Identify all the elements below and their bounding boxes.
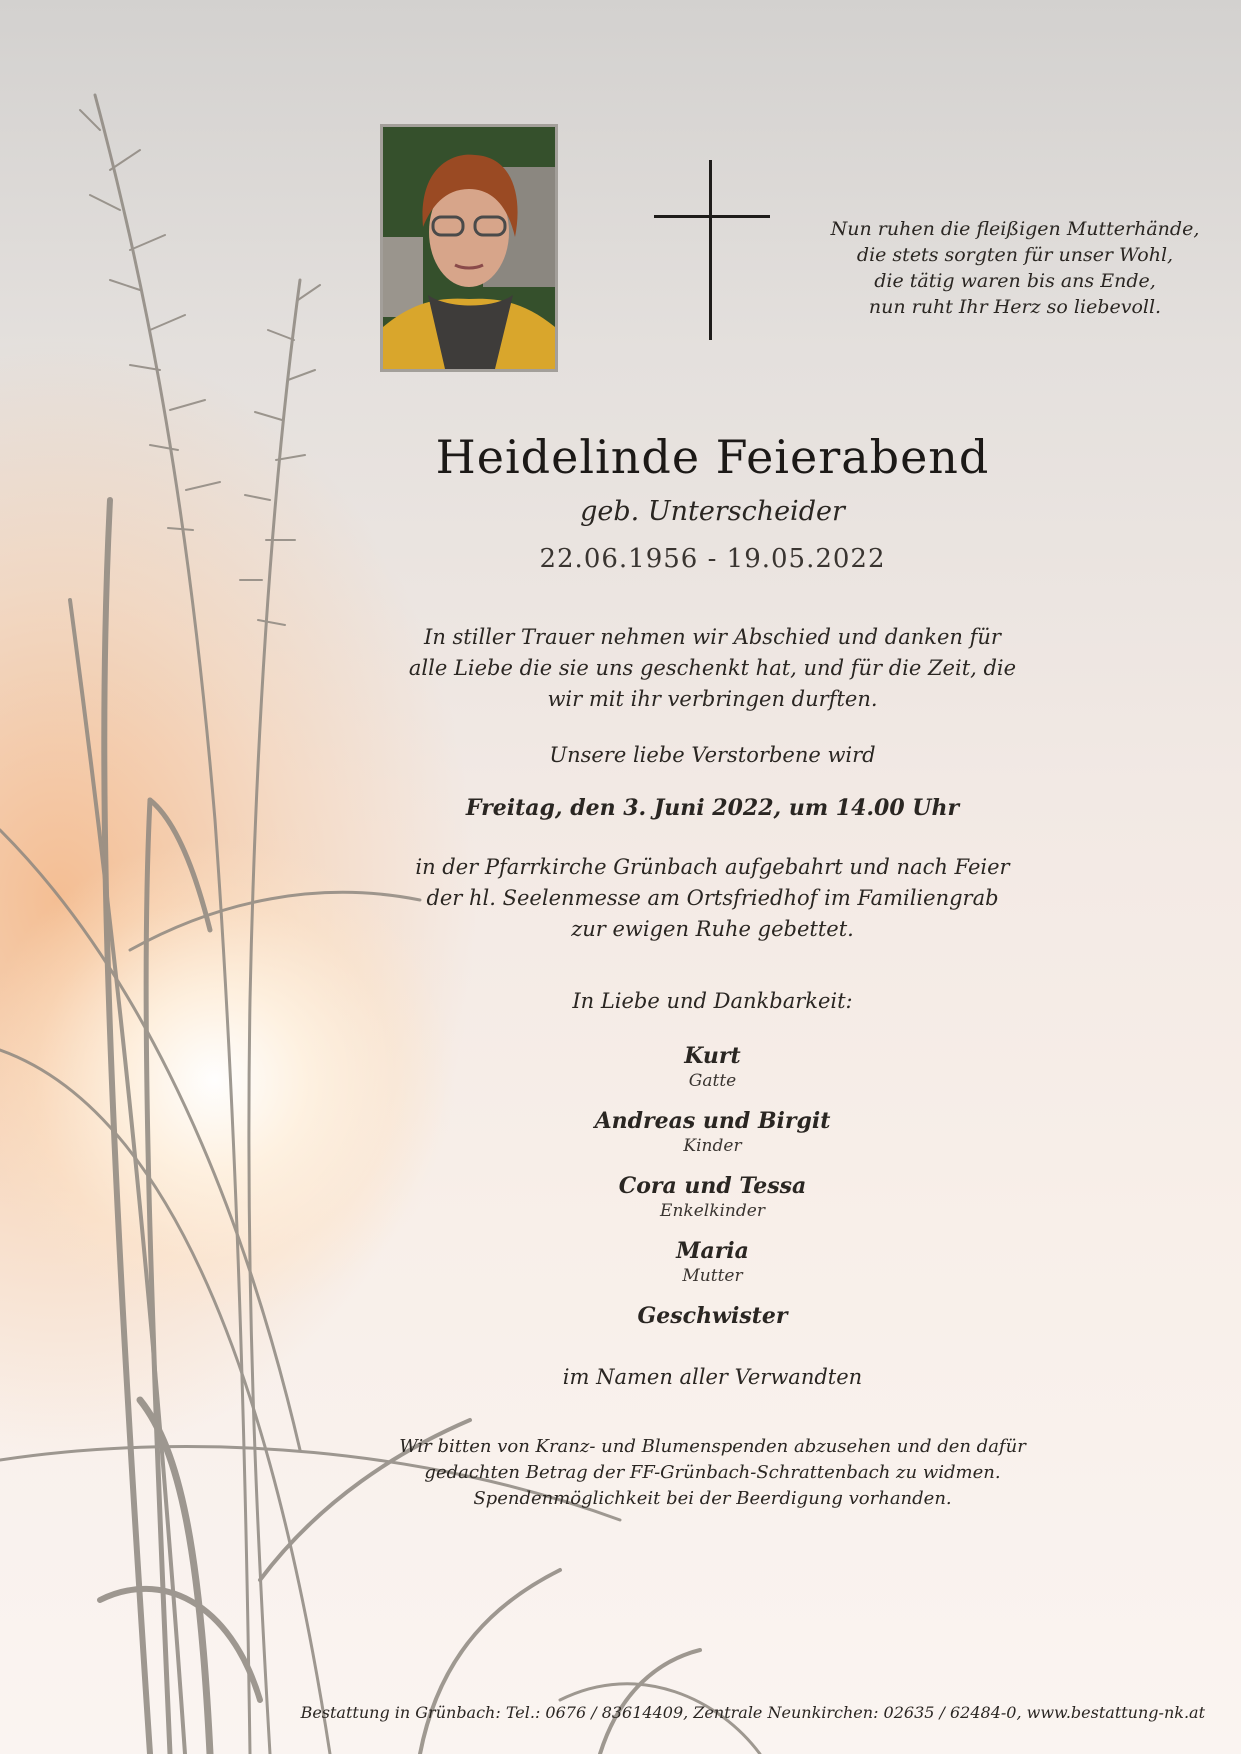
mourner-relation: Gatte (688, 1071, 737, 1091)
verse-line: die tätig waren bis ans Ende, (874, 270, 1156, 292)
donation-line: Wir bitten von Kranz- und Blumenspenden abzusehen und den dafür (399, 1436, 1026, 1457)
cross-icon-vertical (709, 160, 712, 340)
donation-line: Spendenmöglichkeit bei der Beerdigung vorhanden. (473, 1488, 952, 1509)
mourner-name: Kurt (684, 1043, 741, 1069)
life-dates: 22.06.1956 - 19.05.2022 (539, 544, 886, 574)
mourner-name: Andreas und Birgit (594, 1108, 831, 1134)
maiden-name: geb. Unterscheider (580, 496, 845, 527)
mourner-name: Maria (676, 1238, 749, 1264)
portrait-image (383, 127, 555, 369)
deceased-name: Heidelinde Feierabend (435, 430, 990, 484)
place-line: zur ewigen Ruhe gebettet. (571, 917, 854, 941)
intro-line: wir mit ihr verbringen durften. (547, 687, 878, 711)
donation-note (360, 1434, 1065, 1512)
ceremony-datetime: Freitag, den 3. Juni 2022, um 14.00 Uhr (465, 795, 960, 821)
verse-line: Nun ruhen die fleißigen Mutterhände, (830, 218, 1200, 240)
verse-line: die stets sorgten für unser Wohl, (856, 244, 1174, 266)
thanks-heading: In Liebe und Dankbarkeit: (572, 989, 853, 1013)
cross-icon-horizontal (654, 215, 770, 218)
mourner-name: Cora und Tessa (618, 1173, 807, 1199)
memorial-verse (820, 216, 1210, 320)
mourner-relation: Enkelkinder (660, 1201, 765, 1221)
mourner-relation: Kinder (683, 1136, 742, 1156)
mourners-list (360, 1042, 1065, 1330)
intro-line: In stiller Trauer nehmen wir Abschied und danken für (424, 625, 1001, 649)
intro-text (360, 622, 1065, 715)
place-line: in der Pfarrkirche Grünbach aufgebahrt und nach Feier (415, 855, 1010, 879)
place-line: der hl. Seelenmesse am Ortsfriedhof im Familiengrab (426, 886, 999, 910)
funeral-home-footer: Bestattung in Grünbach: Tel.: 0676 / 83614409, Zentrale Neunkirchen: 02635 / 62484-0, www.bestattung-nk.at (300, 1703, 1205, 1722)
intro-line: alle Liebe die sie uns geschenkt hat, und für die Zeit, die (408, 656, 1017, 680)
mourner-name: Geschwister (637, 1303, 788, 1329)
place-text (360, 852, 1065, 945)
announcement-text: Unsere liebe Verstorbene wird (549, 743, 876, 767)
mourner-relation: Mutter (682, 1266, 743, 1286)
relatives-note: im Namen aller Verwandten (562, 1365, 863, 1389)
donation-line: gedachten Betrag der FF-Grünbach-Schrattenbach zu widmen. (424, 1462, 1001, 1483)
verse-line: nun ruht Ihr Herz so liebevoll. (868, 296, 1162, 318)
portrait-photo (380, 124, 558, 372)
